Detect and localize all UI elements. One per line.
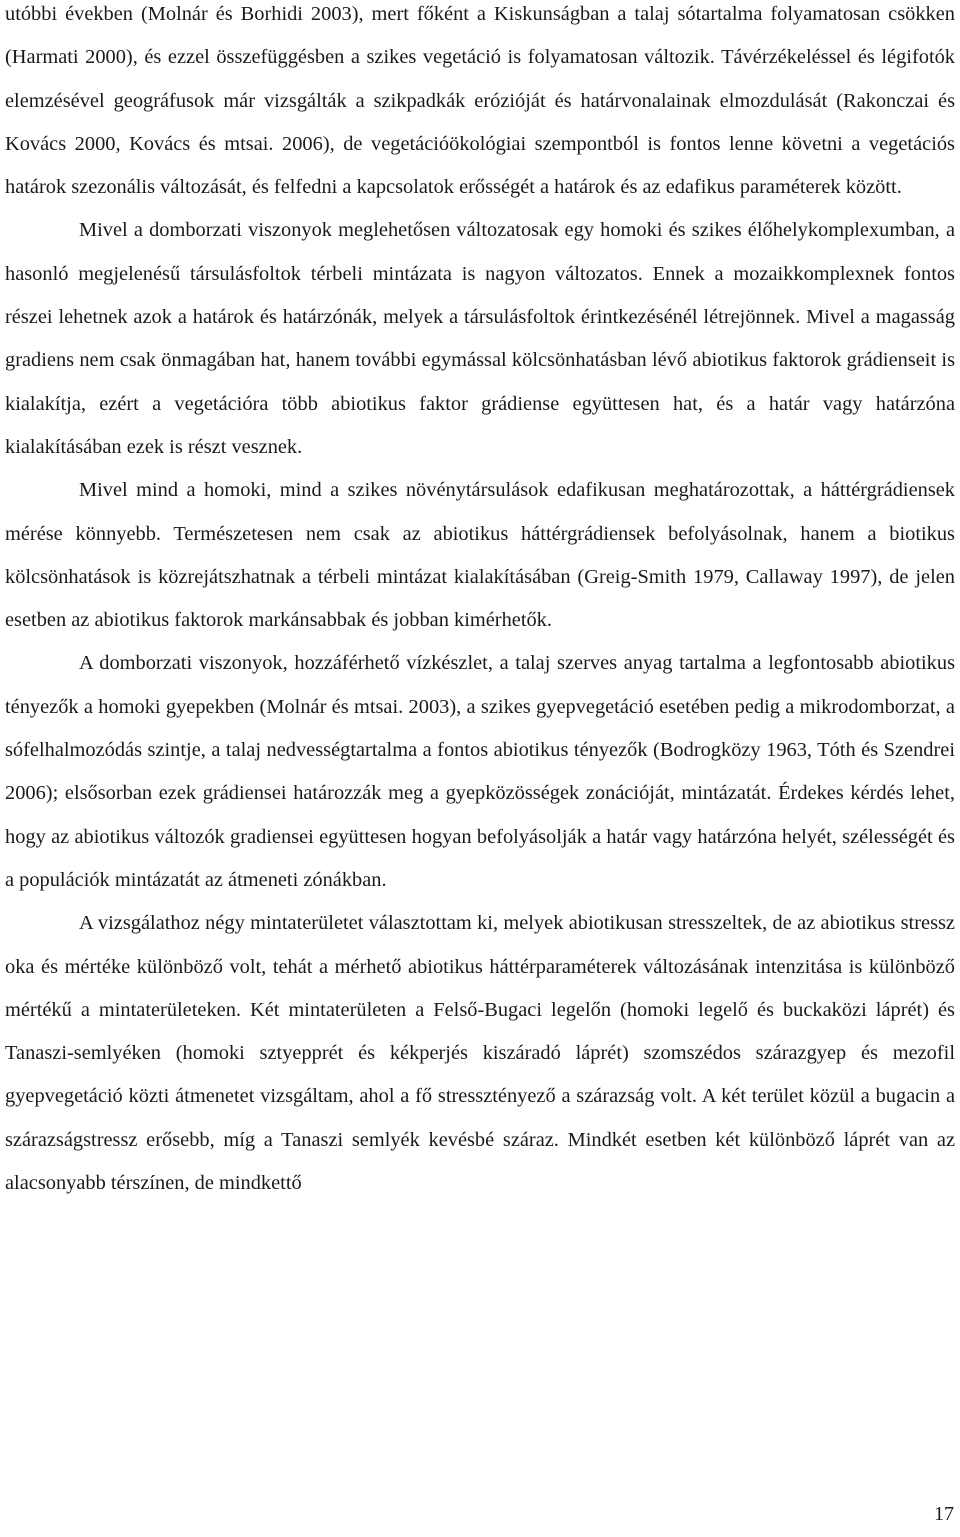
paragraph-1: utóbbi években (Molnár és Borhidi 2003), mert főként a Kiskunságban a talaj sótartalma folyamatosan csökken (Harmati 2000), és ezzel összefüggésben a szikes vegetáció is folyamatosan változik. Távérzékeléssel és légifotók elemzésével geográfusok már vizsgálták a szikpadkák erózióját és határvonalainak elmozdulását (Rakonczai és Kovács 2000, Kovács és mtsai. 2006), de vegetációökológiai szempontból is fontos lenne követni a vegetációs határok szezonális változását, és felfedni a kapcsolatok erősségét a határok és az edafikus paraméterek között. (5, 3, 955, 199)
document-page (5, 0, 955, 1205)
paragraph-3: Mivel mind a homoki, mind a szikes növénytársulások edafikusan meghatározottak, a háttérgrádiensek mérése könnyebb. Természetesen nem csak az abiotikus háttérgrádiensek befolyásolnak, hanem a biotikus kölcsönhatások is közrejátszhatnak a térbeli mintázat kialakításában (Greig-Smith 1979, Callaway 1997), de jelen esetben az abiotikus faktorok markánsabbak és jobban kimérhetők. (5, 479, 955, 632)
paragraph-4: A domborzati viszonyok, hozzáférhető vízkészlet, a talaj szerves anyag tartalma a legfontosabb abiotikus tényezők a homoki gyepekben (Molnár és mtsai. 2003), a szikes gyepvegetáció esetében pedig a mikrodomborzat, a sófelhalmozódás szintje, a talaj nedvességtartalma a fontos abiotikus tényezők (Bodrogközy 1963, Tóth és Szendrei 2006); elsősorban ezek grádiensei határozzák meg a gyepközösségek zonációját, mintázatát. Érdekes kérdés lehet, hogy az abiotikus változók gradiensei együttesen hogyan befolyásolják a határ vagy határzóna helyét, szélességét és a populációk mintázatát az átmeneti zónákban. (5, 652, 955, 891)
page-number: 17 (934, 1503, 954, 1525)
paragraph-2: Mivel a domborzati viszonyok meglehetősen változatosak egy homoki és szikes élőhelykomplexumban, a hasonló megjelenésű társulásfoltok térbeli mintázata is nagyon változatos. Ennek a mozaikkomplexnek fontos részei lehetnek azok a határok és határzónák, melyek a társulásfoltok érintkezésénél létrejönnek. Mivel a magasság gradiens nem csak önmagában hat, hanem további egymással kölcsönhatásban lévő abiotikus faktorok grádienseit is kialakítja, ezért a vegetációra több abiotikus faktor grádiense együttesen hat, és a határ vagy határzóna kialakításában ezek is részt vesznek. (5, 219, 955, 458)
paragraph-5: A vizsgálathoz négy mintaterületet választottam ki, melyek abiotikusan stresszeltek, de az abiotikus stressz oka és mértéke különböző volt, tehát a mérhető abiotikus háttérparaméterek változásának intenzitása is különböző mértékű a mintaterületeken. Két mintaterületen a Felső-Bugaci legelőn (homoki legelő és buckaközi láprét) és Tanaszi-semlyéken (homoki sztyepprét és kékperjés kiszáradó láprét) szomszédos szárazgyep és mezofil gyepvegetáció közti átmenetet vizsgáltam, ahol a fő stressztényező a szárazság volt. A két terület közül a bugacin a szárazságstressz erősebb, míg a Tanaszi semlyék kevésbé száraz. Mindkét esetben két különböző láprét van az alacsonyabb térszínen, de mindkettő (5, 912, 955, 1195)
